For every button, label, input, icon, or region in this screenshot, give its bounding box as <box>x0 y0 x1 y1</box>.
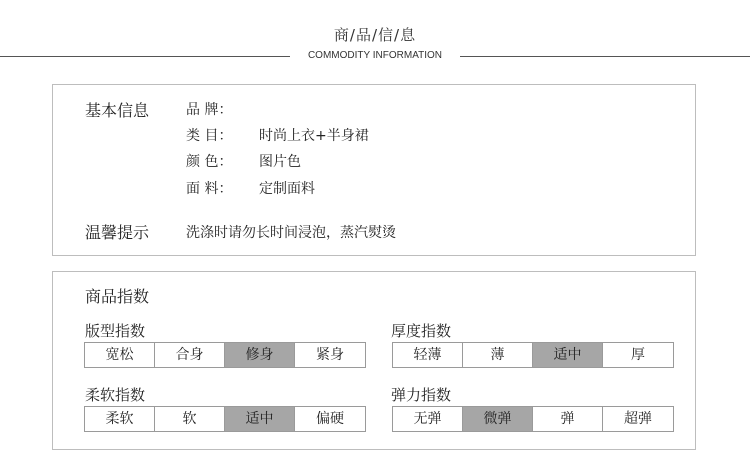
elasticity-option-none: 无弹 <box>393 407 463 431</box>
fabric-value: 定制面料 <box>259 181 315 197</box>
elasticity-index-scale <box>392 406 674 432</box>
fabric-label: 面 料： <box>186 181 233 197</box>
tips-label: 温馨提示 <box>85 223 150 242</box>
softness-index-title: 柔软指数 <box>85 386 146 404</box>
title-divider-right <box>460 56 750 57</box>
color-value: 图片色 <box>259 154 301 170</box>
section-title-en-row <box>0 48 750 64</box>
category-label: 类 目： <box>186 128 233 144</box>
color-label: 颜 色： <box>186 154 233 170</box>
thickness-option-very-thin: 轻薄 <box>393 343 463 367</box>
basic-info-panel <box>52 84 696 256</box>
thickness-option-thin: 薄 <box>463 343 533 367</box>
title-divider-left <box>0 56 290 57</box>
softness-option-slightly-soft: 软 <box>155 407 225 431</box>
thickness-option-thick: 厚 <box>631 347 645 363</box>
fit-index-title: 版型指数 <box>85 322 146 340</box>
section-title-en: COMMODITY INFORMATION <box>307 50 443 61</box>
softness-option-medium: 适中 <box>225 407 295 431</box>
section-title-cn: 商/品/信/息 <box>333 26 417 44</box>
category-value: 时尚上衣+半身裙 <box>259 128 369 144</box>
fit-option-regular: 合身 <box>155 343 225 367</box>
brand-label: 品 牌： <box>186 102 233 118</box>
softness-index-scale <box>84 406 366 432</box>
fit-option-slim: 修身 <box>225 343 295 367</box>
fit-option-loose: 宽松 <box>85 343 155 367</box>
thickness-option-medium: 适中 <box>533 343 603 367</box>
fit-index-scale <box>84 342 366 368</box>
thickness-index-title: 厚度指数 <box>391 322 452 340</box>
elasticity-option-super: 超弹 <box>624 411 652 427</box>
product-index-label: 商品指数 <box>85 287 150 306</box>
softness-option-soft: 柔软 <box>85 407 155 431</box>
elasticity-option-slight: 微弹 <box>463 407 533 431</box>
elasticity-index-title: 弹力指数 <box>391 386 452 404</box>
thickness-index-scale <box>392 342 674 368</box>
tips-text: 洗涤时请勿长时间浸泡，蒸汽熨烫 <box>186 225 396 241</box>
softness-option-stiff: 偏硬 <box>316 411 344 427</box>
product-index-panel <box>52 271 696 450</box>
basic-info-label: 基本信息 <box>85 101 150 120</box>
elasticity-option-stretch: 弹 <box>533 407 603 431</box>
fit-option-tight: 紧身 <box>316 347 344 363</box>
